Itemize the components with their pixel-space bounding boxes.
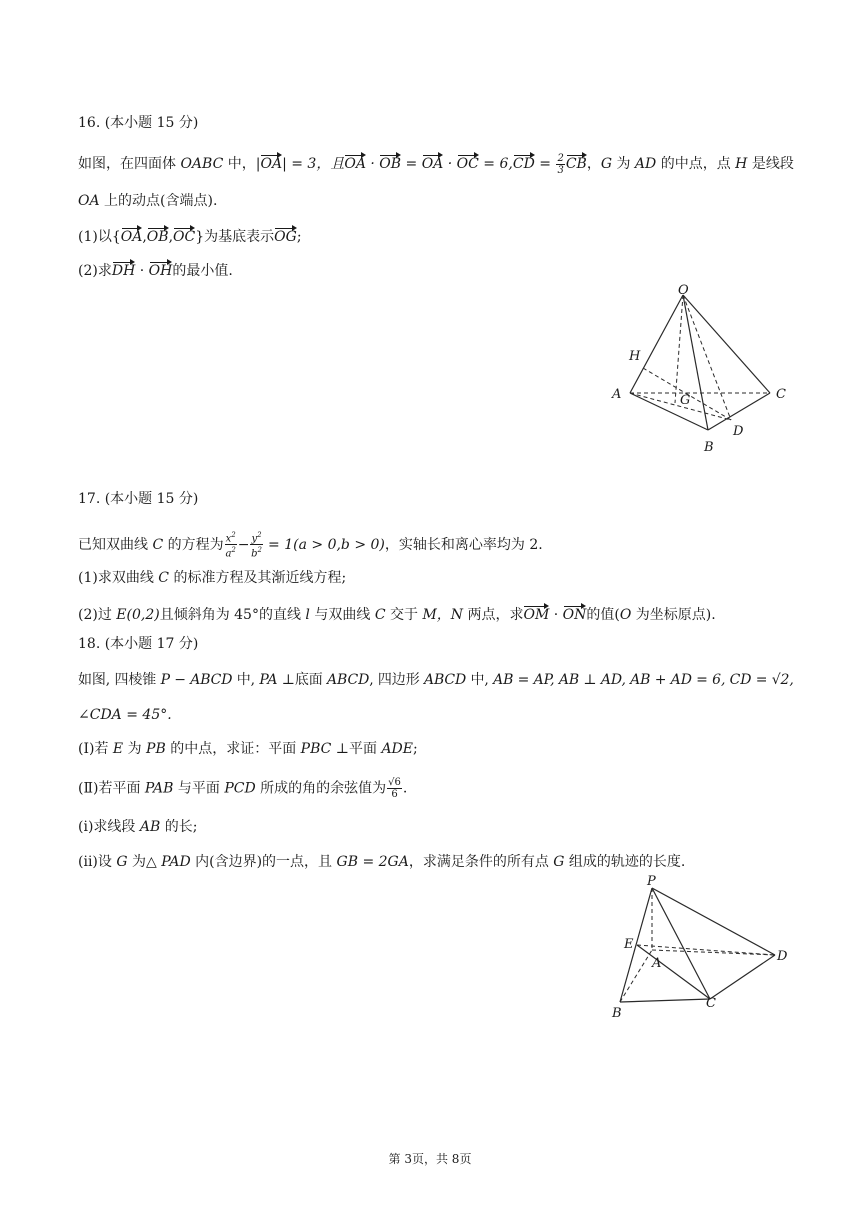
math: OABC <box>180 156 224 172</box>
math: PAB <box>144 780 174 797</box>
text: 的中点，点 <box>656 156 736 172</box>
math: G <box>600 156 612 172</box>
label-G: G <box>680 393 691 408</box>
text: . <box>402 780 408 797</box>
text: 中, <box>232 672 260 688</box>
math: AB <box>139 819 161 835</box>
label-P: P <box>647 874 656 889</box>
problem-18-statement-line2 <box>78 705 172 725</box>
text: ⊥底面 <box>277 672 327 688</box>
text: 为 <box>123 741 147 757</box>
math: E(0,2) <box>116 607 160 623</box>
text: 为坐标原点). <box>631 607 716 623</box>
label-D: D <box>777 949 788 964</box>
text: ; <box>296 229 302 245</box>
math: ABCD <box>327 672 370 688</box>
math: l <box>305 607 310 623</box>
math: C <box>158 570 169 586</box>
math: ∠CDA = 45°. <box>78 707 172 723</box>
problem-17-statement: 已知双曲线 C 的方程为 $\frac{x^2}{a^2}$ − $\frac{y^2}{b^2}$ = 1(a > 0,b > 0)，实轴长和离心率均为 2. <box>78 531 543 560</box>
label-A: A <box>612 387 622 402</box>
text: (1)以{ <box>78 229 121 245</box>
text: 两点，求 <box>463 607 524 623</box>
text: 中， <box>223 156 256 172</box>
text: 如图，在四面体 <box>78 156 181 172</box>
label-C: C <box>706 996 716 1011</box>
problem-17-header: 17. (本小题 15 分) <box>78 491 199 507</box>
text: 是线段 <box>747 156 794 172</box>
text: 的中点，求证：平面 <box>165 741 301 757</box>
text: 已知双曲线 <box>78 536 153 553</box>
math: PA <box>259 672 278 688</box>
math: H <box>735 156 748 172</box>
text: 与平面 <box>173 780 225 797</box>
text: , 四边形 <box>369 672 424 688</box>
math: ADE <box>381 741 413 757</box>
label-D: D <box>733 424 744 439</box>
text: }为基底表示 <box>195 229 275 245</box>
text: (2)过 <box>78 607 117 623</box>
math: AD <box>634 156 657 172</box>
math: M，N <box>422 607 464 623</box>
text: ⊥平面 <box>331 741 382 757</box>
text: ，求满足条件的所有点 <box>408 854 554 870</box>
text: (ⅰ)求线段 <box>78 819 140 835</box>
problem-16-statement-line2 <box>78 191 217 211</box>
math: PBC <box>300 741 332 757</box>
text: (2)求 <box>78 263 112 279</box>
math: C <box>374 607 386 623</box>
label-B: B <box>612 1006 622 1021</box>
fraction-numerator: √6 <box>388 777 401 788</box>
text: 且倾斜角为 45°的直线 <box>159 607 306 623</box>
text: 交于 <box>385 607 423 623</box>
math: G <box>116 854 128 870</box>
math: O <box>619 607 632 623</box>
math: P − ABCD <box>160 672 233 688</box>
math: ABCD <box>423 672 467 688</box>
text: 的标准方程及其渐近线方程; <box>169 570 347 586</box>
text: 的方程为 <box>163 536 224 553</box>
page-number-footer: 第 3页，共 8页 <box>388 1152 472 1166</box>
text: 为 <box>612 156 635 172</box>
text: 与双曲线 <box>309 607 375 623</box>
problem-16-header: 16. (本小题 15 分) <box>78 115 199 131</box>
math: G <box>553 854 565 870</box>
math: C <box>152 536 164 553</box>
problem-16-part2: (2)求DH · OH的最小值. <box>78 259 233 281</box>
text: 为△ <box>127 854 162 870</box>
problem-16-statement-line1: 如图，在四面体 OABC 中，|OA| = 3，且OA · OB = OA · OC = 6,CD = $\frac{2}{3}$ CB，G 为 AD 的中点，点 H 是线段 <box>78 152 794 176</box>
math: PB <box>146 741 166 757</box>
text: 所成的角的余弦值为 <box>255 780 387 797</box>
text: (1)求双曲线 <box>78 570 159 586</box>
text: (Ⅱ)若平面 <box>78 780 145 797</box>
label-E: E <box>624 937 634 952</box>
text: 如图, 四棱锥 <box>78 672 161 688</box>
problem-18-part1 <box>78 739 418 759</box>
problem-18-part2-i <box>78 817 197 837</box>
label-A: A <box>652 956 662 971</box>
text: 的长; <box>160 819 198 835</box>
math: PAD <box>161 854 191 870</box>
problem-17-part2: (2)过 E(0,2)且倾斜角为 45°的直线 l 与双曲线 C 交于 M，N 两点，求OM · ON的值(O 为坐标原点). <box>78 603 716 625</box>
problem-16-part1: (1)以{OA,OB,OC}为基底表示OG; <box>78 225 302 247</box>
text: ; <box>413 741 418 757</box>
text: 中, <box>466 672 494 688</box>
text: ， <box>586 156 601 172</box>
math: AB = AP, AB ⊥ AD, AB + AD = 6, CD = √2, <box>493 672 794 688</box>
math: E <box>112 741 124 757</box>
label-C: C <box>776 387 786 402</box>
text: 组成的轨迹的长度. <box>564 854 686 870</box>
math: OA <box>78 193 100 209</box>
text: ，实轴长和离心率均为 2. <box>384 536 543 553</box>
text: 内(含边界)的一点，且 <box>190 854 337 870</box>
problem-18-header: 18. (本小题 17 分) <box>78 636 199 652</box>
text: 的值( <box>586 607 620 623</box>
text: 上的动点(含端点). <box>99 193 218 209</box>
math: PCD <box>224 780 256 797</box>
pyramid-figure <box>605 870 805 1022</box>
problem-18-part2 <box>78 777 407 800</box>
text: 的最小值. <box>172 263 233 279</box>
text: (ⅱ)设 <box>78 854 117 870</box>
text: (Ⅰ)若 <box>78 741 113 757</box>
problem-18-part2-ii <box>78 852 685 872</box>
problem-17-part1 <box>78 568 346 588</box>
label-B: B <box>704 440 714 455</box>
problem-18-statement-line1 <box>78 670 794 690</box>
label-H: H <box>629 349 641 364</box>
fraction-denominator: 6 <box>391 789 398 800</box>
label-O: O <box>678 283 689 298</box>
math: GB = 2GA <box>336 854 409 870</box>
tetrahedron-figure <box>605 280 795 458</box>
math: = 1(a > 0,b > 0) <box>263 536 385 553</box>
